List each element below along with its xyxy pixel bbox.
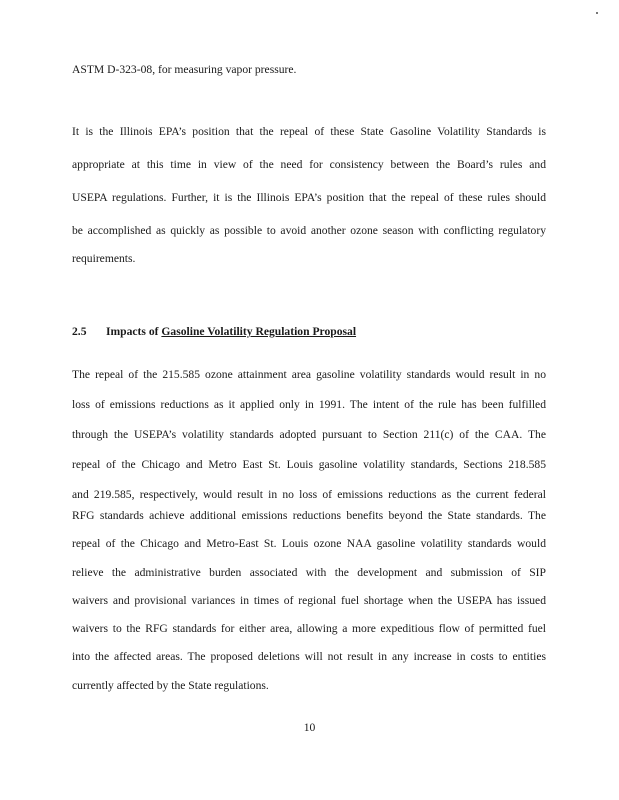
paragraph-line: repeal of the Chicago and Metro East St. Louis gasoline volatility standards, Sections 218.585 [72, 458, 546, 471]
paragraph-line: The repeal of the 215.585 ozone attainment area gasoline volatility standards would result in no [72, 368, 546, 381]
paragraph-line: It is the Illinois EPA’s position that the repeal of these State Gasoline Volatility Standards is [72, 125, 546, 138]
scan-speck [596, 12, 598, 14]
paragraph-line: USEPA regulations. Further, it is the Illinois EPA’s position that the repeal of these rules should [72, 191, 546, 204]
paragraph-line: relieve the administrative burden associated with the development and submission of SIP [72, 566, 546, 579]
section-heading [72, 325, 356, 339]
paragraph-line: appropriate at this time in view of the need for consistency between the Board’s rules and [72, 158, 546, 171]
paragraph-line: waivers and provisional variances in times of regional fuel shortage when the USEPA has issued [72, 594, 546, 607]
paragraph-line: requirements. [72, 252, 136, 265]
section-number: 2.5 [72, 325, 87, 338]
intro-line: ASTM D-323-08, for measuring vapor pressure. [72, 63, 297, 76]
paragraph-line: currently affected by the State regulations. [72, 679, 269, 692]
paragraph-line: into the affected areas. The proposed deletions will not result in any increase in costs to entities [72, 650, 546, 663]
section-title-underlined: Gasoline Volatility Regulation Proposal [161, 325, 357, 338]
paragraph-line: waivers to the RFG standards for either area, allowing a more expeditious flow of permitted fuel [72, 622, 546, 635]
paragraph-line: loss of emissions reductions as it applied only in 1991. The intent of the rule has been fulfilled [72, 398, 546, 411]
paragraph-line: repeal of the Chicago and Metro-East St. Louis ozone NAA gasoline volatility standards would [72, 537, 546, 550]
paragraph-line: through the USEPA’s volatility standards adopted pursuant to Section 211(c) of the CAA. The [72, 428, 546, 441]
paragraph-line: RFG standards achieve additional emissions reductions benefits beyond the State standards. The [72, 509, 546, 522]
paragraph-line: and 219.585, respectively, would result in no loss of emissions reductions as the current federal [72, 488, 546, 501]
page-number: 10 [303, 721, 316, 734]
section-title-plain: Impacts of [106, 325, 162, 338]
paragraph-line: be accomplished as quickly as possible to avoid another ozone season with conflicting regulatory [72, 224, 546, 237]
